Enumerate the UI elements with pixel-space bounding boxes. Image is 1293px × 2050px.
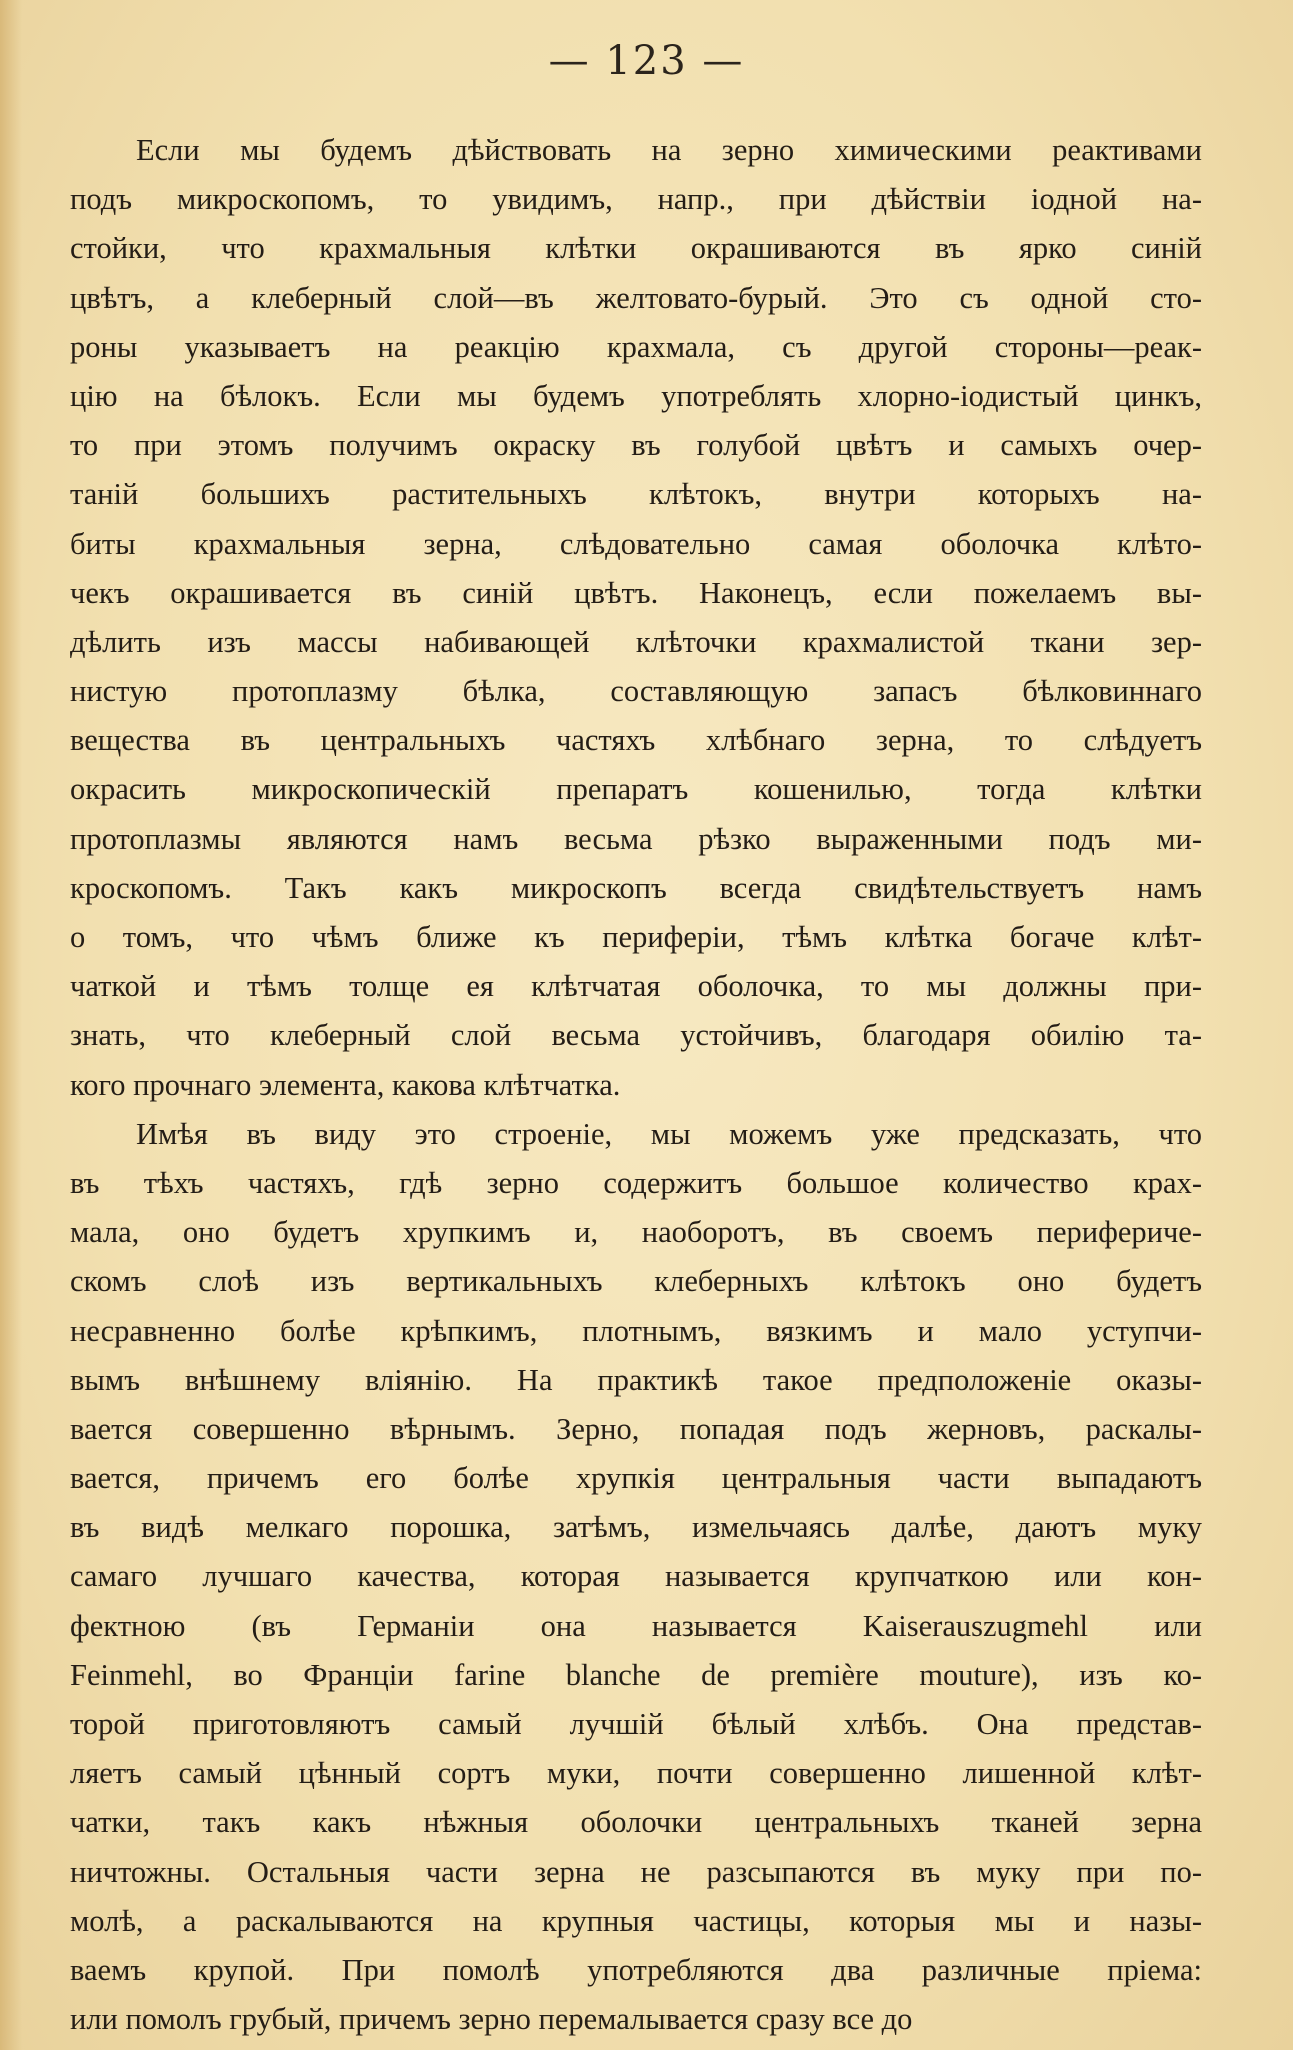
text-line: Если мы будемъ дѣйствовать на зерно химическими реактивами <box>136 133 1202 167</box>
text-line: фектною (въ Германiи она называется Kaiserauszugmehl или <box>70 1608 1202 1643</box>
text-line: роны указываетъ на реакцiю крахмала, съ другой стороны—реак- <box>70 329 1202 364</box>
text-line: нистую протоплазму бѣлка, составляющую запасъ бѣлковиннаго <box>70 674 1202 709</box>
text-line: чаткой и тѣмъ толще ея клѣтчатая оболочка, то мы должны при- <box>70 969 1202 1004</box>
text-line: или помолъ грубый, причемъ зерно перемалывается сразу все до <box>70 2002 913 2037</box>
text-line: молѣ, а раскалываются на крупныя частицы, которыя мы и назы- <box>70 1903 1202 1938</box>
text-line: подъ микроскопомъ, то увидимъ, напр., при дѣйствiи iодной на- <box>70 182 1202 217</box>
text-line: протоплазмы являются намъ весьма рѣзко выраженными подъ ми- <box>70 821 1202 856</box>
text-line: Имѣя въ виду это строенiе, мы можемъ уже предсказать, что <box>136 1116 1202 1151</box>
page-number: — 123 — <box>548 38 745 84</box>
text-line: чекъ окрашивается въ синiй цвѣтъ. Наконецъ, если пожелаемъ вы- <box>70 575 1202 610</box>
text-line: цiю на бѣлокъ. Если мы будемъ употреблять хлорно-iодистый цинкъ, <box>70 378 1202 413</box>
text-line: скомъ слоѣ изъ вертикальныхъ клеберныхъ клѣтокъ оно будетъ <box>70 1264 1202 1299</box>
text-line: самаго лучшаго качества, которая называется крупчаткою или кон- <box>70 1559 1202 1594</box>
text-line: вещества въ центральныхъ частяхъ хлѣбнаго зерна, то слѣдуетъ <box>70 723 1202 758</box>
text-line: танiй большихъ растительныхъ клѣтокъ, внутри которыхъ на- <box>70 477 1202 512</box>
text-line: кого прочнаго элемента, какова клѣтчатка. <box>70 1067 621 1102</box>
text-line: торой приготовляютъ самый лучшiй бѣлый хлѣбъ. Она представ- <box>70 1707 1202 1741</box>
text-line: цвѣтъ, а клеберный слой—въ желтовато-бурый. Это съ одной сто- <box>70 280 1202 315</box>
text-line: биты крахмальныя зерна, слѣдовательно самая оболочка клѣто- <box>70 526 1202 561</box>
text-line: ничтожны. Остальныя части зерна не разсыпаются въ муку при по- <box>70 1854 1202 1889</box>
text-line: вается совершенно вѣрнымъ. Зерно, попадая подъ жерновъ, раскалы- <box>70 1411 1202 1446</box>
text-line: дѣлить изъ массы набивающей клѣточки крахмалистой ткани зер- <box>70 624 1202 659</box>
text-line: чатки, такъ какъ нѣжныя оболочки центральныхъ тканей зерна <box>70 1805 1202 1840</box>
page-binding-edge <box>0 0 22 2050</box>
paragraph <box>70 126 1202 1110</box>
text-line: несравненно болѣе крѣпкимъ, плотнымъ, вязкимъ и мало уступчи- <box>70 1313 1202 1348</box>
text-line: въ видѣ мелкаго порошка, затѣмъ, измельчаясь далѣе, даютъ муку <box>70 1510 1202 1545</box>
text-line: ваемъ крупой. При помолѣ употребляются два различные прiема: <box>70 1952 1202 1987</box>
text-line: вается, причемъ его болѣе хрупкiя центральныя части выпадаютъ <box>70 1461 1202 1496</box>
text-line: въ тѣхъ частяхъ, гдѣ зерно содержитъ большое количество крах- <box>70 1165 1202 1200</box>
text-line: то при этомъ получимъ окраску въ голубой цвѣтъ и самыхъ очер- <box>70 428 1202 463</box>
paragraph <box>70 1110 1202 2045</box>
body-text <box>70 126 1202 2044</box>
text-line: окрасить микроскопическiй препаратъ кошенилью, тогда клѣтки <box>70 772 1202 807</box>
text-line: Feinmehl, во Францiи farine blanche de première mouture), изъ ко- <box>70 1657 1202 1692</box>
text-line: о томъ, что чѣмъ ближе къ периферiи, тѣмъ клѣтка богаче клѣт- <box>70 920 1202 954</box>
text-line: кроскопомъ. Такъ какъ микроскопъ всегда свидѣтельствуетъ намъ <box>70 870 1202 905</box>
text-line: стойки, что крахмальныя клѣтки окрашиваются въ ярко синiй <box>70 231 1202 266</box>
text-line: вымъ внѣшнему влiянiю. На практикѣ такое предположенiе оказы- <box>70 1362 1202 1397</box>
text-line: знать, что клеберный слой весьма устойчивъ, благодаря обилiю та- <box>70 1018 1202 1053</box>
paragraphs <box>70 126 1202 2044</box>
text-line: мала, оно будетъ хрупкимъ и, наоборотъ, въ своемъ периферичe- <box>70 1215 1202 1250</box>
text-line: ляетъ самый цѣнный сортъ муки, почти совершенно лишенной клѣт- <box>70 1756 1202 1791</box>
